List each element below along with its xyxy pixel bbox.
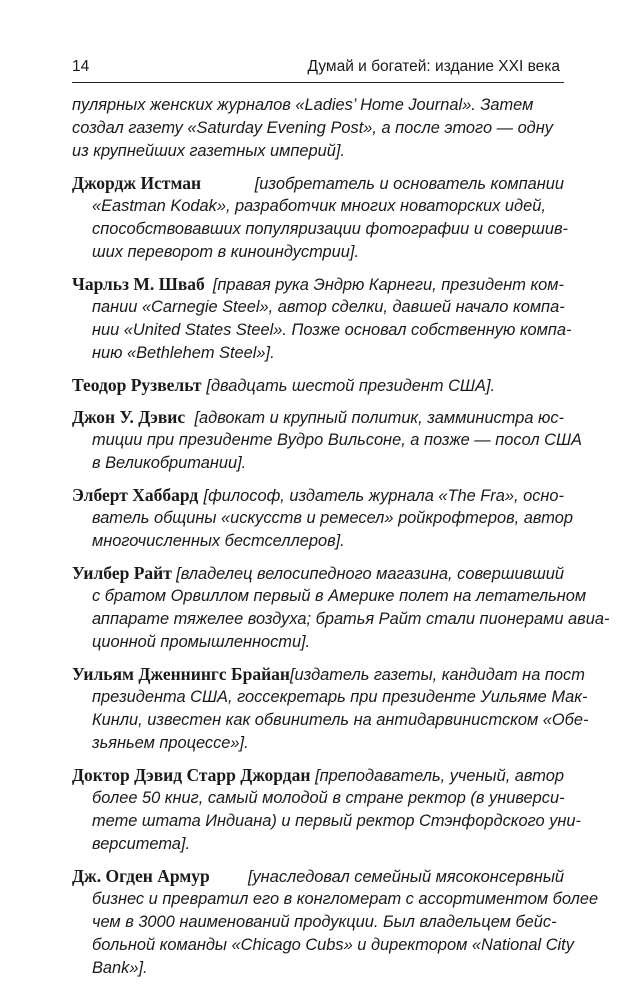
entry-roosevelt <box>72 374 564 397</box>
entry-text-line: больной команды «Chicago Cubs» и директором «National City <box>92 936 574 954</box>
entry-davis <box>72 406 582 475</box>
person-name: Уилбер Райт <box>72 563 172 583</box>
entry-text-line: в Великобритании]. <box>92 454 247 472</box>
entry-text-line: ционной промышленности]. <box>92 633 311 651</box>
entry-text-line: [двадцать шестой президент США]. <box>206 377 496 395</box>
entry-text-line: Кинли, известен как обвинитель на антидарвинистском «Обе- <box>92 711 589 729</box>
entry-wright <box>72 562 610 654</box>
person-name: Элберт Хаббард <box>72 485 199 505</box>
person-name: Доктор Дэвид Старр Джордан <box>72 765 311 785</box>
entry-text-line: способствовавших популяризации фотографии и совершив- <box>92 220 568 238</box>
person-name: Теодор Рузвельт <box>72 375 202 395</box>
entry-eastman <box>72 172 568 264</box>
entry-text-line: тете штата Индиана) и первый ректор Стэнфордского уни- <box>92 812 581 830</box>
person-name: Чарльз М. Шваб <box>72 274 205 294</box>
entry-bryan <box>72 663 589 755</box>
entry-text-line: [изобретатель и основатель компании <box>254 175 564 193</box>
entry-text-line: нии «United States Steel». Позже основал собственную компа- <box>92 321 572 339</box>
running-title: Думай и богатей: издание XXI века <box>307 58 560 75</box>
entry-text-line: [правая рука Эндрю Карнеги, президент ком- <box>212 276 564 294</box>
person-name: Дж. Огден Армур <box>72 866 210 886</box>
entry-text-line: [философ, издатель журнала «The Fra», осно- <box>203 487 564 505</box>
entry-text-line: создал газету «Saturday Evening Post», а после этого — одну <box>72 119 553 137</box>
entry-text-line: более 50 книг, самый молодой в стране ректор (в универси- <box>92 789 565 807</box>
page-number: 14 <box>72 58 90 75</box>
entry-schwab <box>72 273 572 365</box>
entry-text-line: с братом Орвиллом первый в Америке полет на летательном <box>92 587 587 605</box>
entry-text-line: чем в 3000 наименований продукции. Был владельцем бейс- <box>92 913 557 931</box>
entry-text-line: нию «Bethlehem Steel»]. <box>92 344 275 362</box>
person-name: Уильям Дженнингс Брайан <box>72 664 290 684</box>
entry-text-line: ших переворот в киноиндустрии]. <box>92 243 360 261</box>
person-name: Джордж Истман <box>72 173 202 193</box>
entry-text-line: [преподаватель, ученый, автор <box>315 767 564 785</box>
entry-text-line: бизнес и превратил его в конгломерат с ассортиментом более <box>92 890 599 908</box>
entry-text-line: из крупнейших газетных империй]. <box>72 142 345 160</box>
entry-text-line: [унаследовал семейный мясоконсервный <box>247 868 564 886</box>
page-body <box>72 94 610 989</box>
entry-text-line: [владелец велосипедного магазина, совершивший <box>176 565 564 583</box>
entry-text-line: ватель общины «искусств и ремесел» ройкрофтеров, автор <box>92 509 573 527</box>
entry-armour <box>72 865 599 980</box>
entry-text-line: [издатель газеты, кандидат на пост <box>289 666 585 684</box>
entry-text-line: президента США, госсекретарь при президенте Уильяме Мак- <box>92 688 588 706</box>
person-name: Джон У. Дэвис <box>72 407 186 427</box>
entry-text-line: пулярных женских журналов «Ladies’ Home Journal». Затем <box>72 96 534 114</box>
entry-text-line: тиции при президенте Вудро Вильсоне, а позже — посол США <box>92 431 582 449</box>
entry-hubbard <box>72 484 573 553</box>
running-header <box>72 54 564 83</box>
entry-text-line: пании «Carnegie Steel», автор сделки, давшей начало компа- <box>92 298 565 316</box>
entry-text-line: аппарате тяжелее воздуха; братья Райт стали пионерами авиа- <box>92 610 610 628</box>
entry-jordan <box>72 764 581 856</box>
entry-text-line: [адвокат и крупный политик, замминистра юс- <box>194 409 564 427</box>
entry-continuation <box>72 94 564 163</box>
entry-text-line: верситета]. <box>92 835 191 853</box>
entry-text-line: «Eastman Kodak», разработчик многих новаторских идей, <box>92 197 546 215</box>
entry-text-line: многочисленных бестселлеров]. <box>92 532 345 550</box>
entry-text-line: Bank»]. <box>92 959 148 977</box>
entry-text-line: зьяньем процессе»]. <box>92 734 249 752</box>
